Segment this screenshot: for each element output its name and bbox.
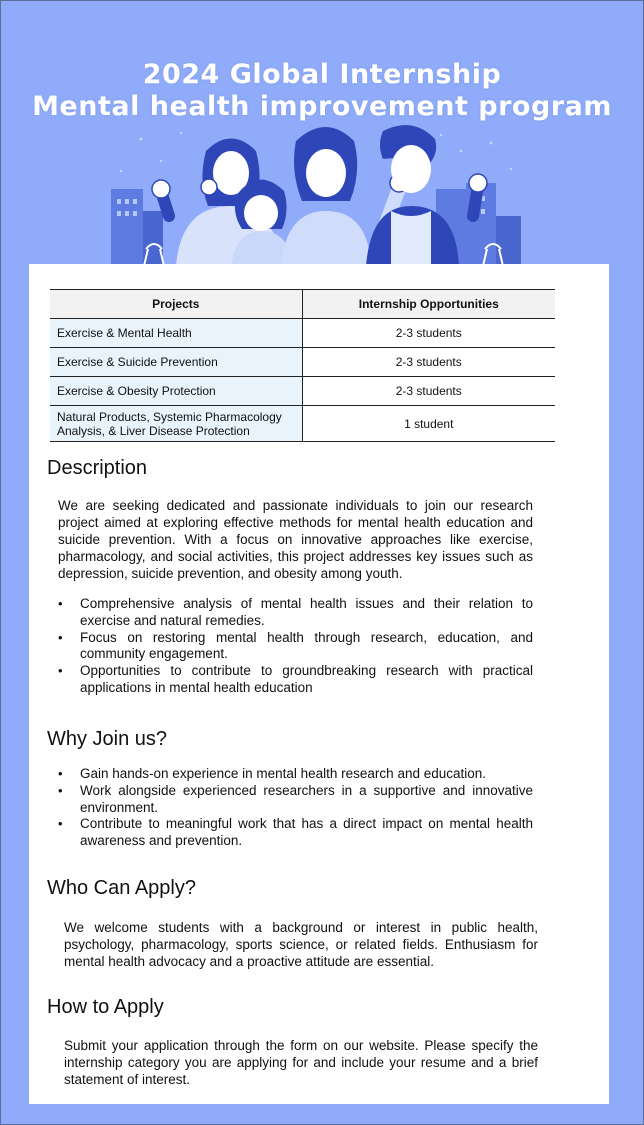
projects-table xyxy=(50,289,555,442)
table-row xyxy=(50,319,555,348)
table-header-opportunities: Internship Opportunities xyxy=(302,290,555,319)
table-cell-opportunities: 2-3 students xyxy=(302,348,555,377)
list-item: • Gain hands-on experience in mental health research and education. xyxy=(58,766,533,783)
table-cell-project: Natural Products, Systemic Pharmacology Analysis, & Liver Disease Protection xyxy=(50,406,302,442)
table-cell-opportunities: 2-3 students xyxy=(302,377,555,406)
people-illustration xyxy=(101,121,541,266)
description-heading: Description xyxy=(47,457,148,479)
list-item: • Comprehensive analysis of mental health issues and their relation to exercise and natural remedies. xyxy=(58,596,533,630)
table-row xyxy=(50,377,555,406)
table-cell-opportunities: 2-3 students xyxy=(302,319,555,348)
why-join-heading: Why Join us? xyxy=(47,728,168,750)
list-item: • Contribute to meaningful work that has a direct impact on mental health awareness and prevention. xyxy=(58,816,533,850)
who-can-apply-paragraph: We welcome students with a background or interest in public health, psychology, pharmacology, sports science, or related fields. Enthusiasm for mental health advocacy and a proactive attitude are essential. xyxy=(64,920,538,969)
table-row xyxy=(50,406,555,442)
how-to-apply-paragraph: Submit your application through the form on our website. Please specify the internship category you are applying for and include your resume and a brief statement of interest. xyxy=(64,1038,538,1087)
table-cell-project: Exercise & Mental Health xyxy=(50,319,302,348)
list-item: • Work alongside experienced researchers in a supportive and innovative environment. xyxy=(58,783,533,817)
title-line-1: 2024 Global Internship xyxy=(142,59,502,90)
list-item: • Opportunities to contribute to groundbreaking research with practical applications in mental health education xyxy=(58,663,533,697)
table-cell-project: Exercise & Obesity Protection xyxy=(50,377,302,406)
content-card xyxy=(29,264,609,1104)
header-banner xyxy=(1,1,643,266)
table-row xyxy=(50,348,555,377)
list-item: • Focus on restoring mental health through research, education, and community engagement. xyxy=(58,630,533,664)
how-to-apply-heading: How to Apply xyxy=(47,996,164,1018)
description-paragraph: We are seeking dedicated and passionate individuals to join our research project aimed at exploring effective methods for mental health education and suicide prevention. With a focus on innovative approaches like exercise, pharmacology, and social activities, this project addresses key issues such as depression, suicide prevention, and obesity among youth. xyxy=(58,498,533,581)
title-line-2: Mental health improvement program xyxy=(32,91,612,122)
who-can-apply-heading: Who Can Apply? xyxy=(47,877,196,899)
why-join-bullets xyxy=(58,766,533,850)
table-header-projects: Projects xyxy=(50,290,302,319)
description-bullets xyxy=(58,596,533,697)
table-cell-opportunities: 1 student xyxy=(302,406,555,442)
table-cell-project: Exercise & Suicide Prevention xyxy=(50,348,302,377)
